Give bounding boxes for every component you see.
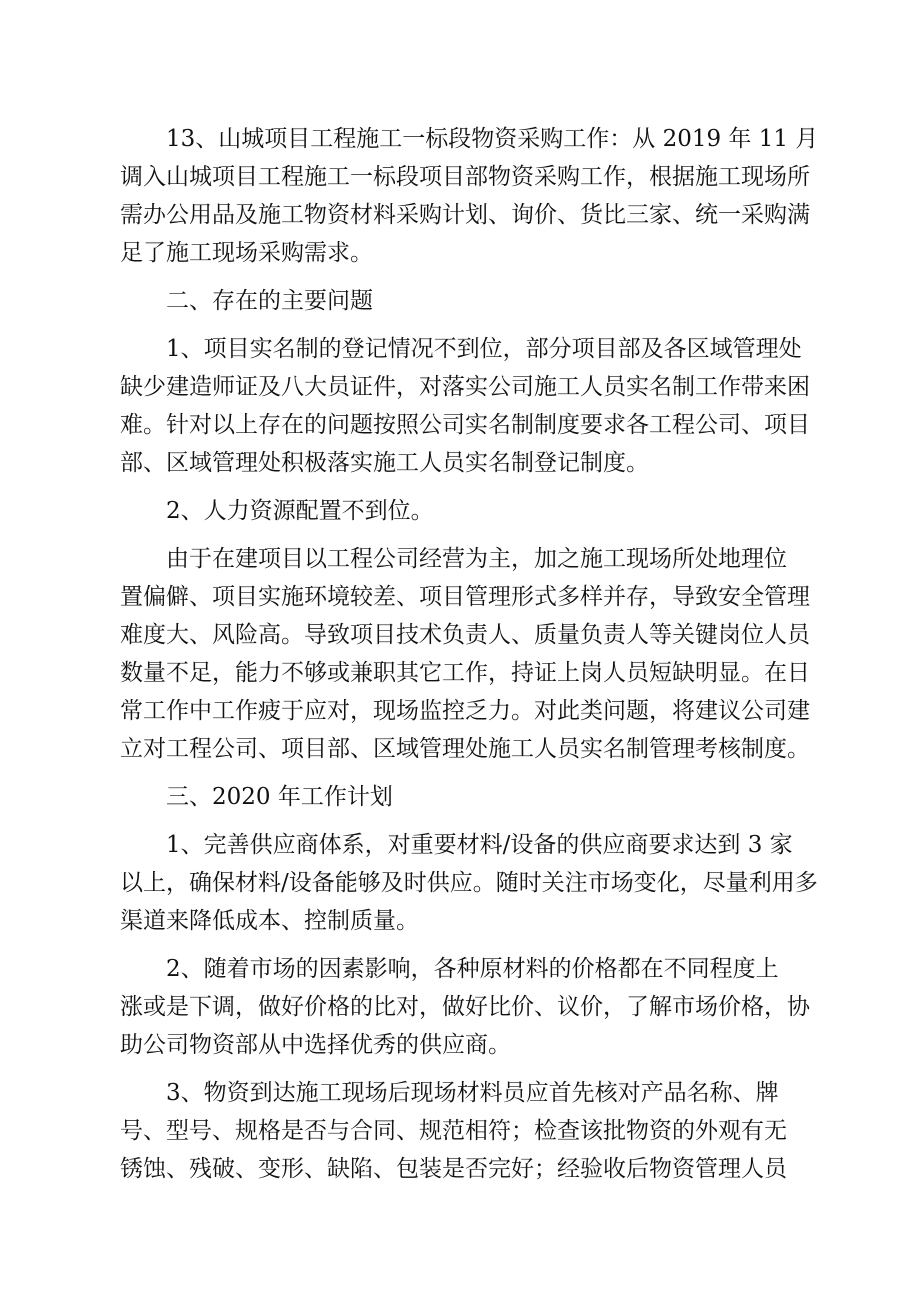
paragraph-13-line-2: 调入山城项目工程施工一标段项目部物资采购工作，根据施工现场所 xyxy=(120,164,810,190)
plan-3-line-1: 3、物资到达施工现场后现场材料员应首先核对产品名称、牌 xyxy=(166,1080,779,1106)
paragraph-13-line-1: 13、山城项目工程施工一标段物资采购工作：从 2019 年 11 月 xyxy=(166,126,819,152)
plan-1-line-2: 以上，确保材料/设备能够及时供应。随时关注市场变化，尽量利用多 xyxy=(120,870,818,896)
document-body xyxy=(120,120,819,1188)
problem-2-title: 2、人力资源配置不到位。 xyxy=(166,498,434,524)
problem-2-line-2: 置偏僻、项目实施环境较差、项目管理形式多样并存，导致安全管理 xyxy=(120,584,810,610)
paragraph-13-line-3: 需办公用品及施工物资材料采购计划、询价、货比三家、统一采购满 xyxy=(120,202,810,228)
problem-1-line-1: 1、项目实名制的登记情况不到位，部分项目部及各区域管理处 xyxy=(166,336,802,362)
section-heading-problems: 二、存在的主要问题 xyxy=(166,288,373,314)
plan-2-line-2: 涨或是下调，做好价格的比对，做好比价、议价，了解市场价格，协 xyxy=(120,994,810,1020)
problem-1-line-3: 难。针对以上存在的问题按照公司实名制制度要求各工程公司、项目 xyxy=(120,412,810,438)
problem-2-line-5: 常工作中工作疲于应对，现场监控乏力。对此类问题，将建议公司建 xyxy=(120,698,810,724)
plan-3-line-3: 锈蚀、残破、变形、缺陷、包装是否完好；经验收后物资管理人员 xyxy=(120,1156,787,1182)
problem-1-line-4: 部、区域管理处积极落实施工人员实名制登记制度。 xyxy=(120,450,649,476)
problem-1-line-2: 缺少建造师证及八大员证件，对落实公司施工人员实名制工作带来困 xyxy=(120,374,810,400)
plan-2-line-3: 助公司物资部从中选择优秀的供应商。 xyxy=(120,1032,511,1058)
paragraph-13-line-4: 足了施工现场采购需求。 xyxy=(120,240,373,266)
plan-2-line-1: 2、随着市场的因素影响，各种原材料的价格都在不同程度上 xyxy=(166,956,779,982)
problem-2-line-3: 难度大、风险高。导致项目技术负责人、质量负责人等关键岗位人员 xyxy=(120,622,810,648)
problem-2-line-6: 立对工程公司、项目部、区域管理处施工人员实名制管理考核制度。 xyxy=(120,736,810,762)
plan-3-line-2: 号、型号、规格是否与合同、规范相符；检查该批物资的外观有无 xyxy=(120,1118,787,1144)
section-heading-plan: 三、2020 年工作计划 xyxy=(166,784,393,810)
plan-1-line-1: 1、完善供应商体系，对重要材料/设备的供应商要求达到 3 家 xyxy=(166,832,793,858)
problem-2-line-1: 由于在建项目以工程公司经营为主，加之施工现场所处地理位 xyxy=(166,546,787,572)
problem-2-line-4: 数量不足，能力不够或兼职其它工作，持证上岗人员短缺明显。在日 xyxy=(120,660,810,686)
plan-1-line-3: 渠道来降低成本、控制质量。 xyxy=(120,908,419,934)
